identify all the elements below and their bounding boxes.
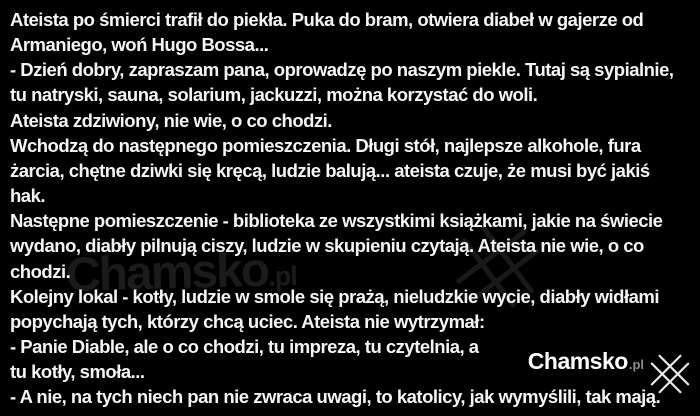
logo-name: Chamsko — [527, 348, 628, 374]
joke-line: Następne pomieszczenie - biblioteka ze wszystkimi książkami, jakie na świecie — [10, 210, 663, 232]
joke-line: Ateista zdziwiony, nie wie, o co chodzi. — [10, 109, 332, 131]
logo-tld: .pl — [628, 357, 644, 372]
joke-line: wydano, diabły pilnują ciszy, ludzie w skupieniu czytają. Ateista nie wie, o co — [10, 235, 644, 257]
joke-line: popychają tych, którzy chcą uciec. Ateista nie wytrzymał: — [10, 310, 485, 332]
joke-line: Wchodzą do następnego pomieszczenia. Długi stół, najlepsze alkohole, fura — [10, 134, 641, 156]
center-watermark-name: Chamsko — [65, 243, 269, 303]
joke-line: - Dzień dobry, zapraszam pana, oprowadzę po naszym piekle. Tutaj są sypialnie, — [10, 59, 674, 81]
chamsko-logo — [528, 348, 692, 394]
joke-line: żarcia, chętne dziwki się kręcą, ludzie balują... ateista czuje, że musi być jakiś — [10, 159, 650, 181]
joke-line: Armaniego, woń Hugo Bossa... — [10, 34, 269, 56]
joke-line: tu natryski, sauna, solarium, jackuzzi, można korzystać do woli. — [10, 84, 538, 106]
joke-line: hak. — [10, 185, 46, 207]
joke-line: Kolejny lokal - kotły, ludzie w smole się prażą, nieludzkie wycie, diabły widłami — [10, 285, 660, 307]
joke-line: Ateista po śmierci trafił do piekła. Puka do bram, otwiera diabeł w gajerze od — [10, 9, 644, 30]
joke-line: tu kotły, smoła... — [10, 361, 145, 383]
joke-line: chodzi. — [10, 260, 71, 282]
joke-line: - A nie, na tych niech pan nie zwraca uwagi, to katolicy, jak wymyślili, tak mają. — [10, 386, 661, 408]
joke-line: - Panie Diable, ale o co chodzi, tu impreza, tu czytelnia, a — [10, 336, 479, 358]
center-watermark-tld: .pl — [267, 260, 298, 292]
tilted-hash-icon — [648, 351, 692, 397]
